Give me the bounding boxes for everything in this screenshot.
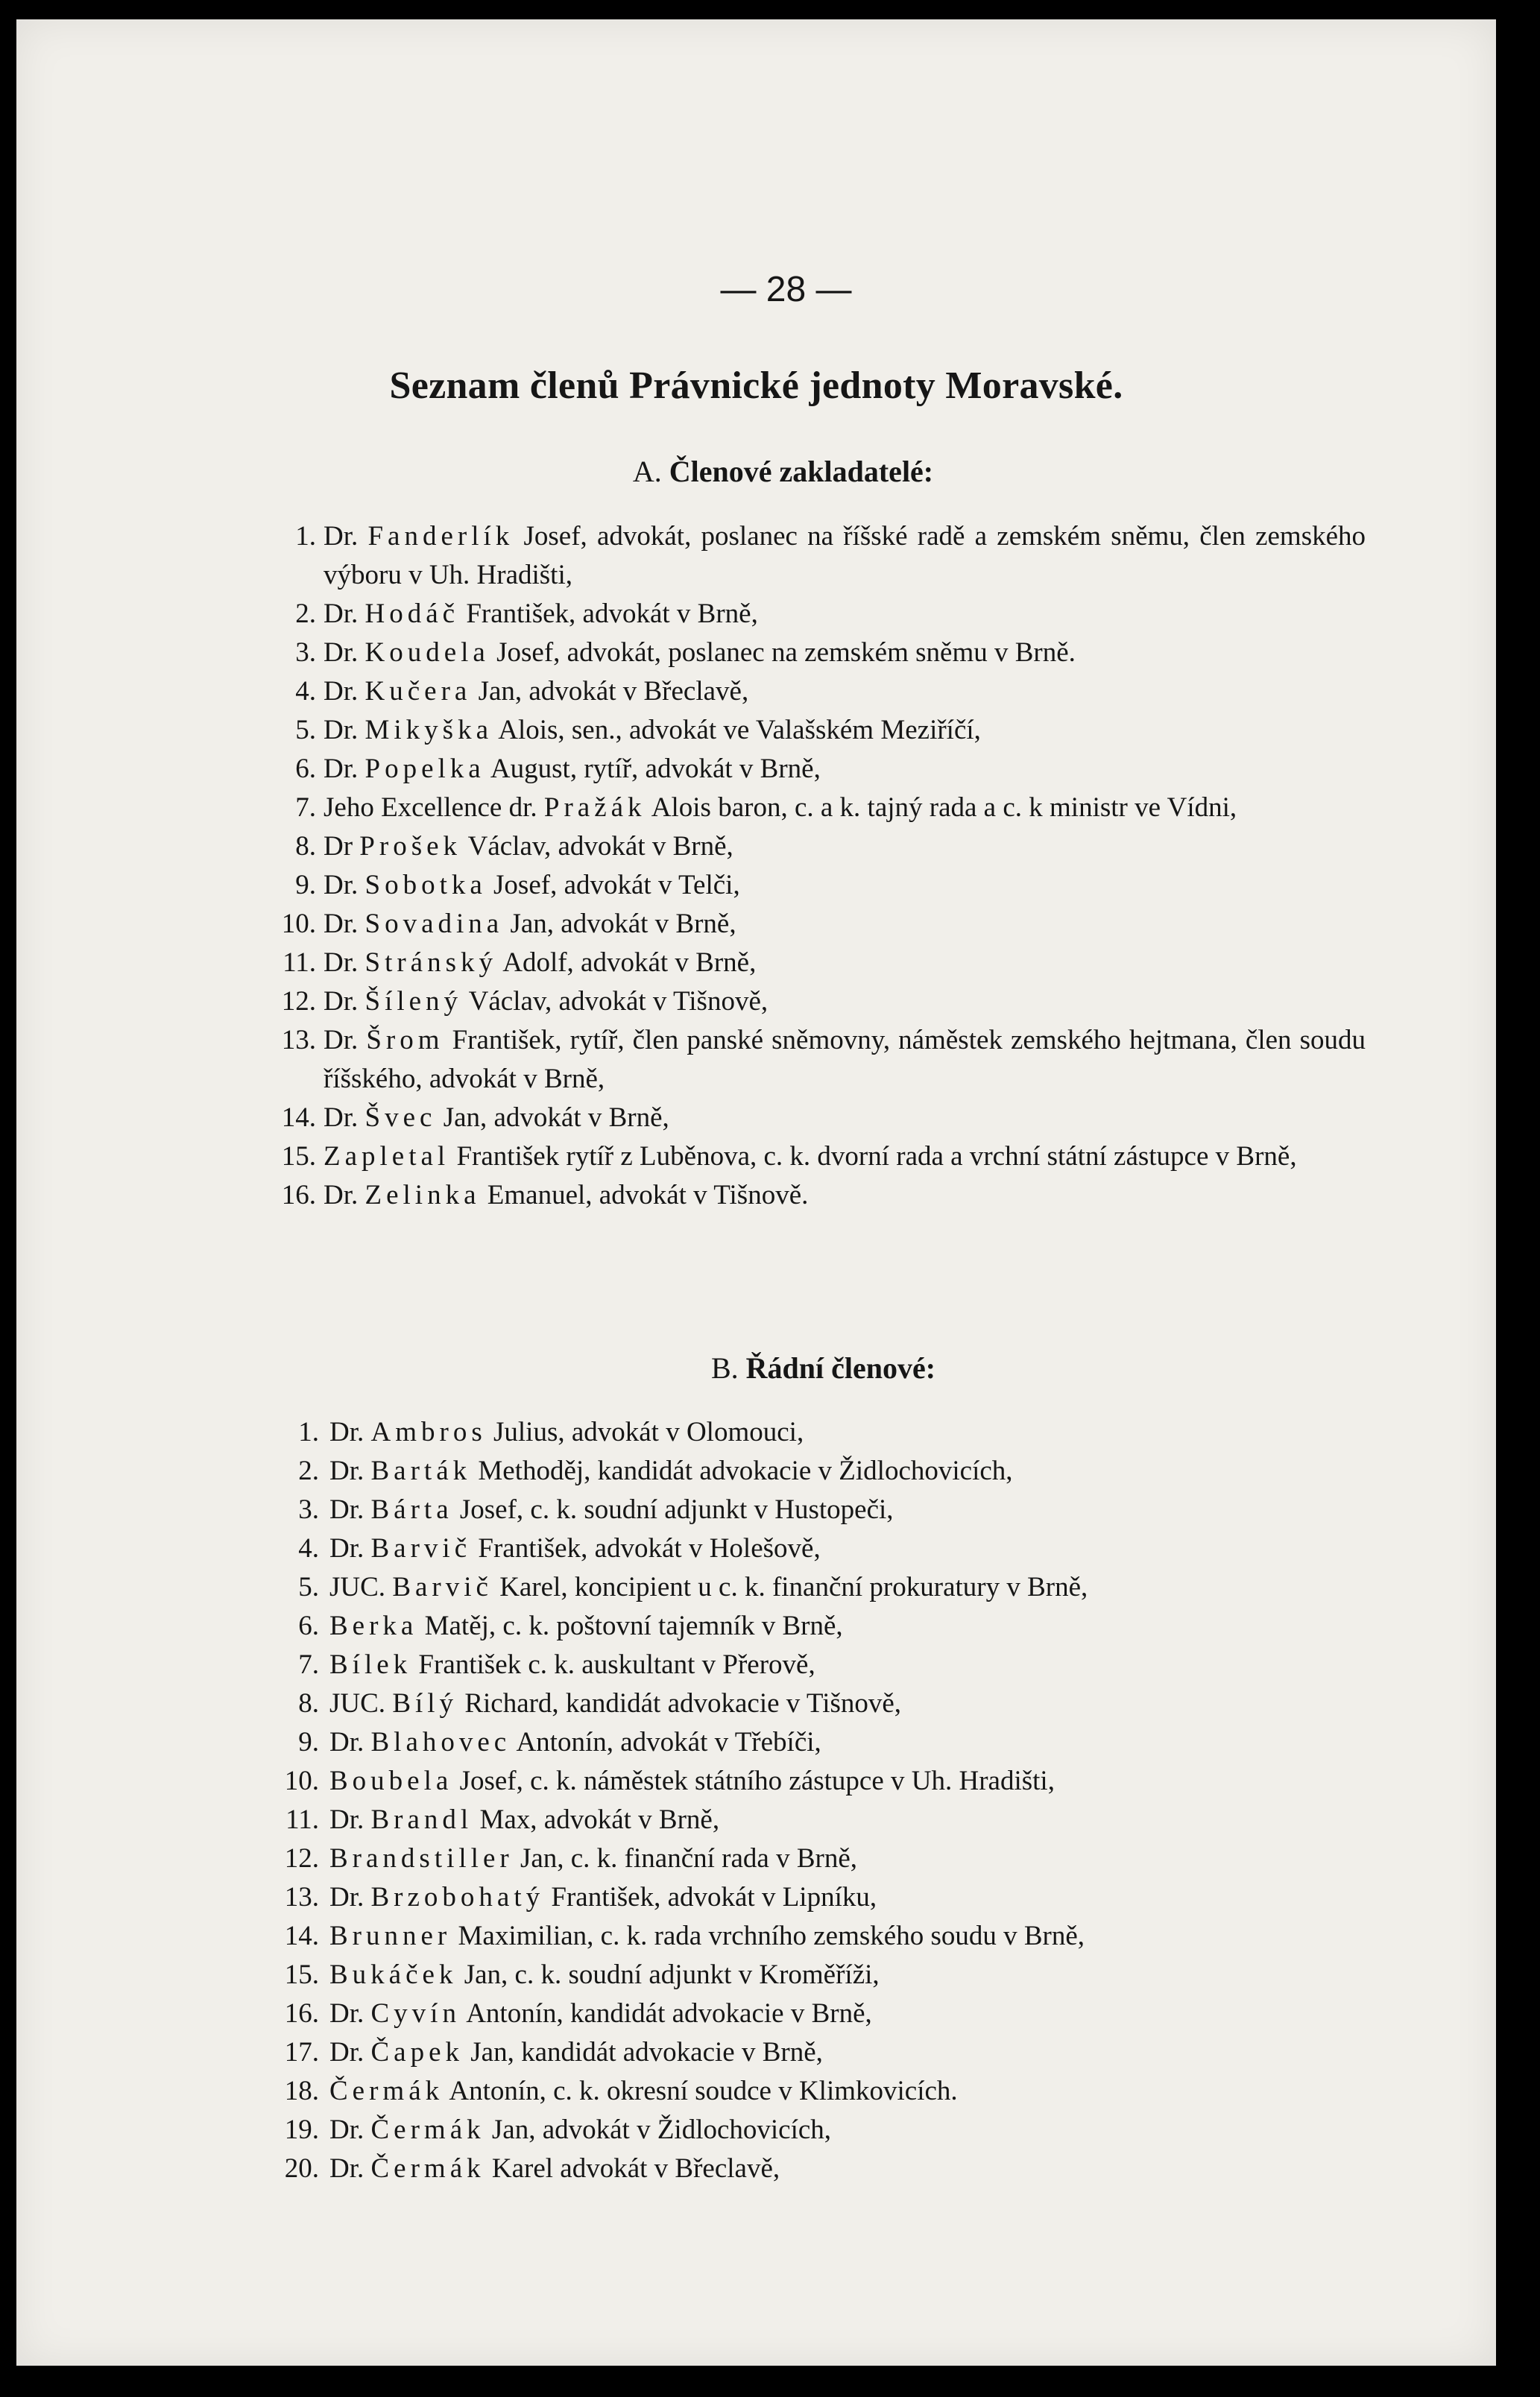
entry-details: František rytíř z Luběnova, c. k. dvorní rada a vrchní státní zástupce v Brně, [456, 1141, 1297, 1172]
entry-surname: Ambros [370, 1417, 487, 1447]
entry-details: Antonín, kandidát advokacie v Brně, [466, 1998, 872, 2029]
entry-details: Josef, advokát, poslanec na říšské radě a zemském sněmu, člen zemského výboru v Uh. Hradišti, [324, 521, 1366, 590]
entry-title-prefix: Dr. [324, 599, 359, 629]
entry-surname: Sobotka [365, 870, 487, 900]
entry-surname: Blahovec [370, 1727, 511, 1758]
entry-number: 5. [298, 1572, 319, 1602]
entry-surname: Berka [329, 1611, 418, 1641]
entry-details: František, rytíř, člen panské sněmovny, náměstek zemského hejtmana, člen soudu říšského, advokát v Brně, [324, 1025, 1366, 1094]
entry-number: 8. [298, 1688, 319, 1719]
entry-surname: Zelinka [365, 1180, 481, 1210]
entry-surname: Koudela [365, 637, 490, 668]
member-entry [271, 1607, 1382, 1646]
entry-surname: Čapek [370, 2037, 464, 2068]
entry-text [329, 1452, 1382, 1491]
entry-number: 14. [284, 1921, 319, 1951]
entry-details: František, advokát v Lipníku, [551, 1882, 877, 1913]
entry-number: 16. [281, 1180, 316, 1210]
member-entry [271, 2111, 1382, 2150]
entry-surname: Zapletal [324, 1141, 450, 1172]
section-b-heading [83, 1351, 1540, 1386]
entry-title-prefix: Dr. [324, 947, 359, 978]
entry-text [324, 789, 1366, 827]
member-entry [271, 1801, 1382, 1839]
entry-text [329, 1995, 1382, 2033]
entry-title-prefix: Dr. [329, 1417, 365, 1447]
entry-number: 4. [298, 1533, 319, 1564]
member-entry [277, 517, 1366, 595]
regular-members-list [271, 1413, 1382, 2188]
entry-title-prefix: Dr. [324, 676, 359, 707]
entry-title-prefix: Dr. [324, 986, 359, 1017]
entry-surname: Brzobohatý [370, 1882, 545, 1913]
member-entry [271, 1491, 1382, 1529]
entry-title-prefix: Dr. [329, 1494, 365, 1525]
entry-title-prefix: Dr. [324, 637, 359, 668]
entry-details: Jan, advokát v Brně, [443, 1102, 669, 1133]
entry-surname: Fanderlík [367, 521, 514, 552]
entry-number: 12. [284, 1843, 319, 1874]
entry-details: Max, advokát v Brně, [479, 1804, 720, 1835]
member-entry [271, 1839, 1382, 1878]
entry-text [324, 982, 1366, 1021]
entry-details: Emanuel, advokát v Tišnově. [487, 1180, 809, 1210]
entry-number: 16. [284, 1998, 319, 2029]
entry-surname: Šílený [365, 986, 463, 1017]
entry-text [324, 517, 1366, 595]
entry-text [329, 2111, 1382, 2150]
entry-text [329, 1801, 1382, 1839]
entry-surname: Šrom [366, 1025, 444, 1055]
entry-text [329, 1529, 1382, 1568]
entry-number: 15. [281, 1141, 316, 1172]
entry-details: Alois, sen., advokát ve Valašském Meziříčí, [498, 715, 981, 745]
entry-number: 14. [281, 1102, 316, 1133]
section-b-title: Řádní členové: [745, 1351, 936, 1385]
entry-text [324, 944, 1366, 982]
entry-number: 12. [281, 986, 316, 1017]
entry-details: Adolf, advokát v Brně, [502, 947, 757, 978]
member-entry [277, 1137, 1366, 1176]
entry-number: 17. [284, 2037, 319, 2068]
member-entry [271, 1568, 1382, 1607]
entry-number: 6. [298, 1611, 319, 1641]
entry-surname: Bílek [329, 1649, 412, 1680]
entry-surname: Popelka [365, 754, 485, 784]
member-entry [271, 1762, 1382, 1801]
entry-text [329, 1568, 1382, 1607]
founding-members-list [277, 517, 1366, 1215]
entry-title-prefix: Jeho Excellence dr. [324, 792, 537, 823]
entry-number: 3. [298, 1494, 319, 1525]
entry-surname: Bílý [392, 1688, 458, 1719]
entry-number: 18. [284, 2076, 319, 2106]
member-entry [277, 866, 1366, 905]
entry-surname: Pražák [543, 792, 646, 823]
entry-details: Matěj, c. k. poštovní tajemník v Brně, [424, 1611, 843, 1641]
entry-text [329, 2150, 1382, 2188]
entry-title-prefix: Dr. [329, 1533, 365, 1564]
entry-surname: Sovadina [365, 909, 504, 939]
entry-text [324, 711, 1366, 750]
member-entry [271, 2033, 1382, 2072]
entry-details: Jan, c. k. soudní adjunkt v Kroměříži, [464, 1959, 880, 1990]
entry-title-prefix: Dr. [324, 521, 359, 552]
member-entry [277, 634, 1366, 672]
member-entry [277, 982, 1366, 1021]
member-entry [271, 1684, 1382, 1723]
member-entry [271, 1413, 1382, 1452]
member-entry [277, 750, 1366, 789]
member-entry [271, 1878, 1382, 1917]
entry-text [324, 905, 1366, 944]
entry-text [324, 827, 1366, 866]
entry-details: Antonín, advokát v Třebíči, [516, 1727, 821, 1758]
entry-details: Jan, advokát v Brně, [510, 909, 736, 939]
entry-details: Josef, advokát, poslanec na zemském sněmu v Brně. [496, 637, 1076, 668]
entry-surname: Hodáč [365, 599, 460, 629]
entry-title-prefix: Dr. [324, 754, 359, 784]
entry-text [329, 1839, 1382, 1878]
entry-title-prefix: Dr. [329, 1882, 365, 1913]
entry-surname: Brandl [370, 1804, 473, 1835]
entry-surname: Barvič [370, 1533, 472, 1564]
entry-surname: Čermák [370, 2115, 485, 2145]
entry-number: 6. [295, 754, 316, 784]
entry-details: František c. k. auskultant v Přerově, [418, 1649, 815, 1680]
entry-title-prefix: JUC. [329, 1572, 386, 1602]
entry-number: 7. [295, 792, 316, 823]
entry-surname: Kučera [365, 676, 472, 707]
entry-text [329, 1491, 1382, 1529]
entry-details: Maximilian, c. k. rada vrchního zemského soudu v Brně, [458, 1921, 1085, 1951]
entry-details: Richard, kandidát advokacie v Tišnově, [464, 1688, 902, 1719]
entry-text [329, 1917, 1382, 1956]
entry-text [324, 1176, 1366, 1215]
document-title: Seznam členů Právnické jednoty Moravské. [389, 364, 1123, 407]
entry-text [329, 2033, 1382, 2072]
entry-number: 9. [298, 1727, 319, 1758]
entry-details: Jan, c. k. finanční rada v Brně, [520, 1843, 857, 1874]
entry-surname: Cyvín [370, 1998, 461, 2029]
entry-surname: Brunner [329, 1921, 452, 1951]
entry-details: Julius, advokát v Olomouci, [493, 1417, 804, 1447]
entry-surname: Brandstiller [329, 1843, 514, 1874]
entry-details: Václav, advokát v Brně, [467, 831, 733, 862]
entry-text [324, 634, 1366, 672]
section-a-letter: A. [632, 455, 662, 488]
entry-text [324, 672, 1366, 711]
entry-text [324, 866, 1366, 905]
member-entry [271, 1995, 1382, 2033]
entry-details: František, advokát v Holešově, [478, 1533, 821, 1564]
member-entry [277, 827, 1366, 866]
member-entry [271, 1917, 1382, 1956]
entry-details: Jan, advokát v Břeclavě, [478, 676, 749, 707]
entry-title-prefix: Dr [324, 831, 353, 862]
entry-number: 9. [295, 870, 316, 900]
entry-text [324, 1021, 1366, 1099]
entry-details: Karel advokát v Břeclavě, [491, 2153, 780, 2184]
entry-surname: Švec [365, 1102, 437, 1133]
member-entry [277, 789, 1366, 827]
entry-number: 8. [295, 831, 316, 862]
member-entry [277, 1021, 1366, 1099]
entry-surname: Prošek [359, 831, 462, 862]
entry-text [329, 1684, 1382, 1723]
entry-surname: Čermák [370, 2153, 485, 2184]
entry-number: 10. [284, 1766, 319, 1796]
entry-number: 1. [295, 521, 316, 552]
member-entry [277, 672, 1366, 711]
entry-details: Alois baron, c. a k. tajný rada a c. k ministr ve Vídni, [651, 792, 1237, 823]
entry-number: 7. [298, 1649, 319, 1680]
entry-details: Josef, c. k. náměstek státního zástupce v Uh. Hradišti, [459, 1766, 1055, 1796]
member-entry [277, 944, 1366, 982]
entry-number: 19. [284, 2115, 319, 2145]
member-entry [271, 1956, 1382, 1995]
member-entry [277, 1176, 1366, 1215]
entry-text [329, 2072, 1382, 2111]
entry-number: 3. [295, 637, 316, 668]
entry-surname: Mikyška [365, 715, 493, 745]
entry-text [329, 1723, 1382, 1762]
document-page [16, 19, 1496, 2366]
entry-details: Antonín, c. k. okresní soudce v Klimkovicích. [449, 2076, 958, 2106]
entry-title-prefix: Dr. [324, 1102, 359, 1133]
entry-title-prefix: Dr. [329, 1727, 365, 1758]
entry-number: 15. [284, 1959, 319, 1990]
member-entry [277, 595, 1366, 634]
entry-details: Josef, c. k. soudní adjunkt v Hustopeči, [459, 1494, 894, 1525]
entry-title-prefix: Dr. [329, 1456, 365, 1486]
entry-number: 11. [283, 947, 316, 978]
entry-number: 2. [295, 599, 316, 629]
entry-number: 13. [281, 1025, 316, 1055]
page-number: — 28 — [720, 270, 852, 309]
section-a-title: Členové zakladatelé: [669, 455, 934, 488]
entry-surname: Stránský [365, 947, 497, 978]
member-entry [277, 905, 1366, 944]
member-entry [271, 1723, 1382, 1762]
entry-title-prefix: Dr. [324, 1180, 359, 1210]
entry-text [329, 1607, 1382, 1646]
member-entry [277, 711, 1366, 750]
entry-text [329, 1878, 1382, 1917]
entry-title-prefix: Dr. [324, 870, 359, 900]
entry-number: 13. [284, 1882, 319, 1913]
entry-text [324, 1099, 1366, 1137]
entry-surname: Bárta [370, 1494, 453, 1525]
entry-title-prefix: JUC. [329, 1688, 386, 1719]
entry-text [324, 750, 1366, 789]
entry-title-prefix: Dr. [329, 2153, 365, 2184]
entry-text [329, 1956, 1382, 1995]
entry-title-prefix: Dr. [329, 2115, 365, 2145]
entry-title-prefix: Dr. [329, 1998, 365, 2029]
entry-number: 1. [298, 1417, 319, 1447]
entry-details: August, rytíř, advokát v Brně, [490, 754, 821, 784]
entry-details: Methoděj, kandidát advokacie v Židlochovicích, [478, 1456, 1013, 1486]
entry-title-prefix: Dr. [324, 1025, 359, 1055]
section-b-letter: B. [710, 1351, 739, 1385]
entry-title-prefix: Dr. [324, 909, 359, 939]
entry-details: Jan, kandidát advokacie v Brně, [470, 2037, 823, 2068]
entry-surname: Barták [370, 1456, 472, 1486]
member-entry [271, 2150, 1382, 2188]
entry-text [324, 595, 1366, 634]
entry-surname: Čermák [329, 2076, 444, 2106]
entry-number: 5. [295, 715, 316, 745]
member-entry [271, 1529, 1382, 1568]
entry-text [329, 1646, 1382, 1684]
entry-title-prefix: Dr. [329, 1804, 365, 1835]
entry-text [324, 1137, 1366, 1176]
member-entry [277, 1099, 1366, 1137]
entry-title-prefix: Dr. [329, 2037, 365, 2068]
entry-text [329, 1762, 1382, 1801]
entry-number: 4. [295, 676, 316, 707]
entry-surname: Bukáček [329, 1959, 458, 1990]
entry-title-prefix: Dr. [324, 715, 359, 745]
entry-number: 10. [281, 909, 316, 939]
entry-details: Karel, koncipient u c. k. finanční prokuratury v Brně, [499, 1572, 1088, 1602]
entry-text [329, 1413, 1382, 1452]
entry-details: Václav, advokát v Tišnově, [468, 986, 769, 1017]
member-entry [271, 2072, 1382, 2111]
entry-number: 20. [284, 2153, 319, 2184]
member-entry [271, 1452, 1382, 1491]
entry-details: František, advokát v Brně, [466, 599, 758, 629]
entry-surname: Barvič [392, 1572, 493, 1602]
member-entry [271, 1646, 1382, 1684]
entry-details: Jan, advokát v Židlochovicích, [491, 2115, 832, 2145]
entry-number: 2. [298, 1456, 319, 1486]
section-a-heading [43, 454, 1523, 489]
entry-number: 11. [285, 1804, 319, 1835]
entry-surname: Boubela [329, 1766, 453, 1796]
entry-details: Josef, advokát v Telči, [493, 870, 740, 900]
